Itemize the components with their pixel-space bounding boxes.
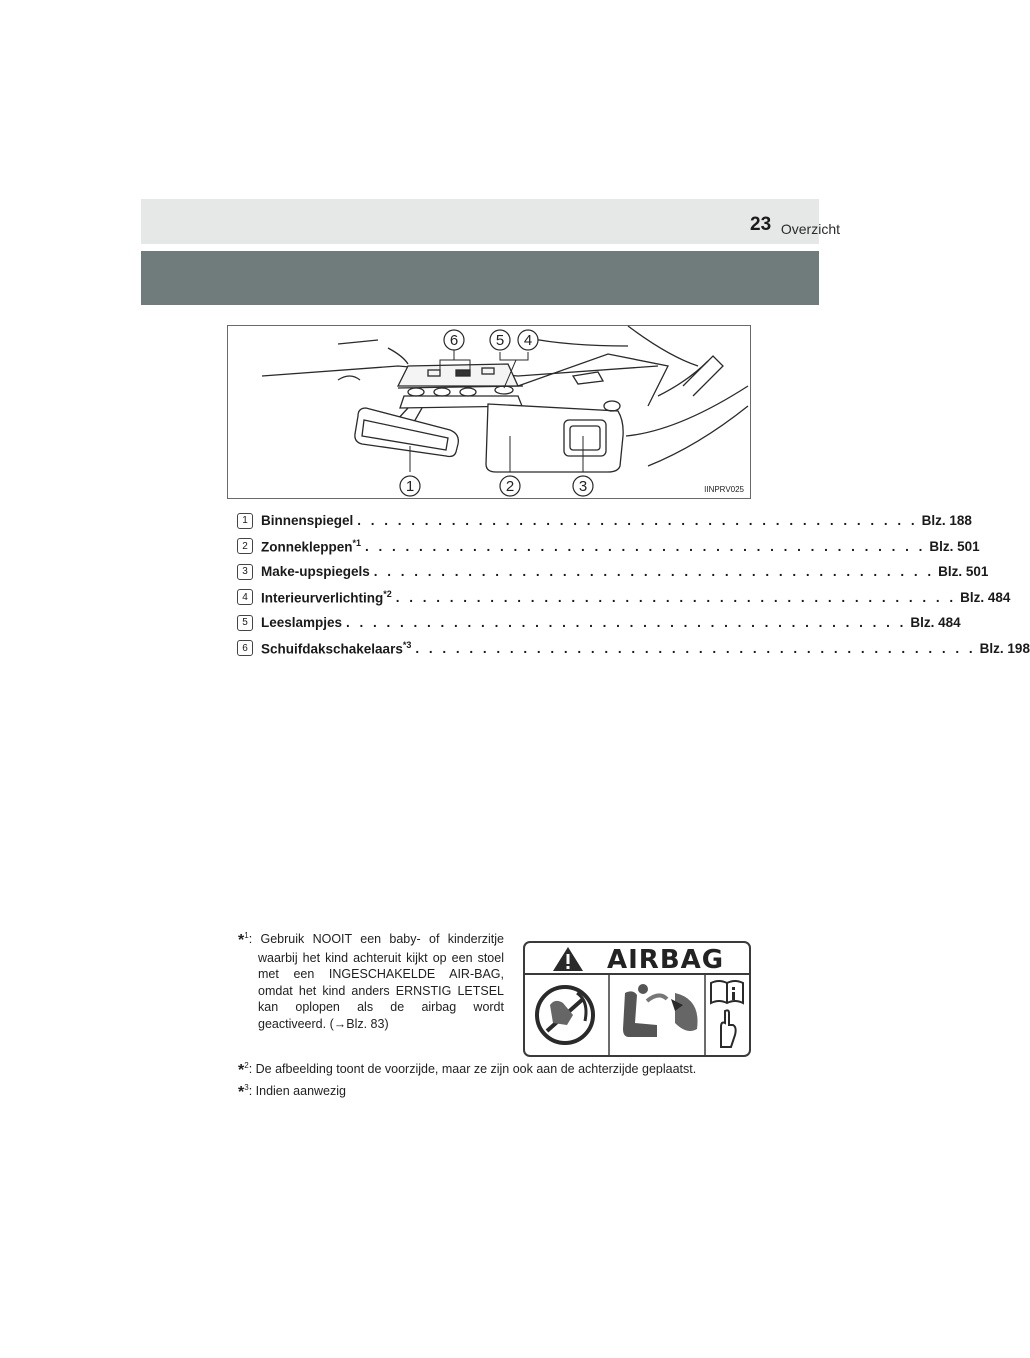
illustration-code: IINPRV025 xyxy=(704,485,744,494)
asterisk-mark: * xyxy=(238,1062,245,1080)
leader-dots: . . . . . . . . . . . . . . . . . . . . . . . . . . . . . . . . . . . . . . . . . . xyxy=(373,564,935,580)
footnote-marker: *2 xyxy=(383,589,392,599)
no-rear-facing-seat-icon xyxy=(537,987,593,1043)
item-number-box: 3 xyxy=(237,564,253,580)
list-item xyxy=(237,585,1011,611)
callout-3-label: 3 xyxy=(578,478,588,495)
item-label: Zonnekleppen$^{*1}$ xyxy=(261,538,362,555)
warning-triangle-icon xyxy=(553,947,583,971)
item-label: Leeslampjes xyxy=(261,615,343,631)
item-list xyxy=(237,508,1030,661)
item-page-ref[interactable]: Blz. 501 xyxy=(929,538,980,554)
leader-dots: . . . . . . . . . . . . . . . . . . . . . . . . . . . . . . . . . . . . . . . . . . xyxy=(357,513,918,529)
leader-dots: . . . . . . . . . . . . . . . . . . . . . . . . . . . . . . . . . . . . . . . . . . xyxy=(395,589,957,605)
asterisk-mark: * xyxy=(238,1084,245,1102)
item-number-box: 5 xyxy=(237,615,253,631)
header-dark-band xyxy=(141,251,819,305)
footnote-3-text: Indien aanwezig xyxy=(255,1084,346,1099)
list-item xyxy=(237,610,961,636)
item-label: Schuifdakschakelaars$^{*3}$ xyxy=(261,640,412,657)
callout-6-label: 6 xyxy=(449,332,459,349)
item-number-box: 4 xyxy=(237,589,253,605)
item-number-box: 6 xyxy=(237,640,253,656)
footnote-2-text: De afbeelding toont de voorzijde, maar ze zijn ook aan de achterzijde geplaatst. xyxy=(255,1062,697,1077)
item-page-ref[interactable]: Blz. 501 xyxy=(938,564,989,580)
overhead-illustration xyxy=(227,325,751,499)
callout-5-label: 5 xyxy=(495,332,505,349)
callout-4-label: 4 xyxy=(523,332,533,349)
list-item xyxy=(237,534,980,560)
leader-dots: . . . . . . . . . . . . . . . . . . . . . . . . . . . . . . . . . . . . . . . . . . xyxy=(365,538,926,554)
list-item xyxy=(237,636,1030,662)
footnote-number: 1 xyxy=(244,931,249,940)
item-label: Interieurverlichting$^{*2}$ xyxy=(261,589,392,606)
list-item xyxy=(237,559,989,585)
footnote-2: *$^2$: De afbeelding toont de voorzijde, maar ze zijn ook aan de achterzijde geplaatst. xyxy=(238,1061,697,1080)
item-number-box: 1 xyxy=(237,513,253,529)
footnote-marker: *1 xyxy=(352,538,362,548)
item-label: Make-upspiegels xyxy=(261,564,370,580)
footnote-number: 2 xyxy=(244,1061,249,1070)
airbag-label-title: AIRBAG xyxy=(607,945,725,975)
item-page-ref[interactable]: Blz. 484 xyxy=(910,615,961,631)
section-title: Overzicht xyxy=(780,221,840,237)
item-page-ref[interactable]: Blz. 188 xyxy=(921,513,972,529)
callout-1-label: 1 xyxy=(405,478,415,495)
item-label: Binnenspiegel xyxy=(261,513,354,529)
page-number: 23 xyxy=(750,214,772,235)
interior-ceiling-drawing xyxy=(228,326,750,498)
footnote-number: 3 xyxy=(244,1083,249,1092)
header-band xyxy=(141,199,819,244)
footnote-1: *$^1$: Gebruik NOOIT een baby- of kinderzitje waarbij het kind achteruit kijkt op een stoel met een INGESCHAKELDE AIR-BAG, omdat het kind anders ERNSTIG LETSEL kan oplopen als de airbag wordt geactiveerd. (→Blz. 83) xyxy=(238,931,505,1031)
footnote-marker: *3 xyxy=(402,640,412,650)
item-page-ref[interactable]: Blz. 484 xyxy=(960,589,1011,605)
item-page-ref[interactable]: Blz. 198 xyxy=(979,640,1030,656)
callout-2-label: 2 xyxy=(505,478,515,495)
item-number-box: 2 xyxy=(237,538,253,554)
asterisk-mark: * xyxy=(238,932,245,950)
leader-dots: . . . . . . . . . . . . . . . . . . . . . . . . . . . . . . . . . . . . . . . . . . xyxy=(415,640,976,656)
footnote-1-text: Gebruik NOOIT een baby- of kinderzitje waarbij het kind achteruit kijkt op een stoel met een INGESCHAKELDE AIR-BAG, omdat het kind anders ERNSTIG LETSEL kan oplopen als de airbag wordt geactiveerd. (→Blz. 83) xyxy=(258,932,505,1031)
list-item xyxy=(237,508,972,534)
airbag-warning-label xyxy=(523,941,751,1057)
footnote-3: *$^3$: Indien aanwezig xyxy=(238,1083,346,1102)
read-manual-icon xyxy=(711,981,743,1047)
leader-dots: . . . . . . . . . . . . . . . . . . . . . . . . . . . . . . . . . . . . . . . . . . xyxy=(346,615,907,631)
seat-airbag-icon xyxy=(623,984,698,1037)
